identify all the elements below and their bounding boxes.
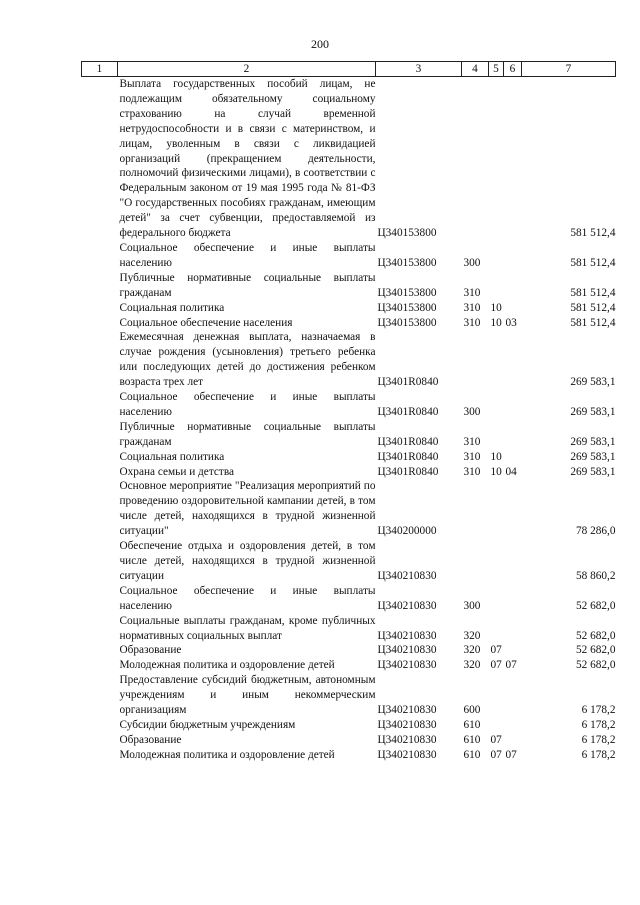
target-code: Ц340153800 bbox=[377, 286, 437, 299]
row-index-cell bbox=[82, 420, 118, 450]
section: 10 bbox=[490, 465, 502, 478]
subsection bbox=[504, 420, 522, 450]
target-code: Ц340210830 bbox=[377, 629, 437, 642]
target-code: Ц3401R0840 bbox=[377, 405, 439, 418]
amount: 581 512,4 bbox=[570, 301, 616, 314]
section bbox=[489, 390, 504, 420]
section: 10 bbox=[490, 450, 502, 463]
expense-type bbox=[462, 77, 489, 241]
budget-table bbox=[81, 61, 616, 763]
expense-type: 310 bbox=[463, 286, 481, 299]
amount: 78 286,0 bbox=[575, 525, 616, 538]
subsection bbox=[504, 77, 522, 241]
expense-type bbox=[462, 479, 489, 539]
section bbox=[489, 673, 504, 718]
subsection bbox=[504, 271, 522, 301]
expense-type: 610 bbox=[463, 718, 481, 731]
expense-type: 300 bbox=[463, 256, 481, 269]
section: 10 bbox=[490, 316, 502, 329]
subsection bbox=[504, 539, 522, 584]
amount: 269 583,1 bbox=[570, 376, 616, 389]
expense-type bbox=[462, 539, 489, 584]
target-code: Ц340153800 bbox=[377, 256, 437, 269]
row-index-cell bbox=[82, 450, 118, 465]
table-row bbox=[82, 465, 616, 480]
table-row bbox=[82, 584, 616, 614]
subsection bbox=[504, 241, 522, 271]
section bbox=[489, 77, 504, 241]
column-header: 3 bbox=[376, 62, 462, 77]
amount: 52 682,0 bbox=[575, 644, 616, 657]
expense-type: 310 bbox=[463, 316, 481, 329]
item-name: Публичные нормативные социальные выплаты гражданам bbox=[119, 271, 376, 299]
expense-type: 320 bbox=[463, 644, 481, 657]
table-row bbox=[82, 614, 616, 644]
section bbox=[489, 479, 504, 539]
section bbox=[489, 718, 504, 733]
expense-type: 320 bbox=[463, 659, 481, 672]
expense-type: 310 bbox=[463, 465, 481, 478]
subsection bbox=[504, 390, 522, 420]
item-name: Предоставление субсидий бюджетным, автономным учреждениям и иным некоммерческим организациям bbox=[119, 674, 376, 717]
amount: 269 583,1 bbox=[570, 465, 616, 478]
row-index-cell bbox=[82, 479, 118, 539]
expense-type: 310 bbox=[463, 301, 481, 314]
row-index-cell bbox=[82, 77, 118, 241]
expense-type: 300 bbox=[463, 599, 481, 612]
amount: 58 860,2 bbox=[575, 569, 616, 582]
target-code: Ц3401R0840 bbox=[377, 435, 439, 448]
column-header: 1 bbox=[82, 62, 118, 77]
expense-type: 300 bbox=[463, 405, 481, 418]
item-name: Молодежная политика и оздоровление детей bbox=[119, 659, 335, 672]
row-index-cell bbox=[82, 643, 118, 658]
subsection bbox=[504, 330, 522, 390]
target-code: Ц340153800 bbox=[377, 227, 437, 240]
subsection bbox=[504, 479, 522, 539]
section bbox=[489, 539, 504, 584]
section bbox=[489, 614, 504, 644]
row-index-cell bbox=[82, 330, 118, 390]
item-name: Социальная политика bbox=[119, 301, 225, 314]
amount: 581 512,4 bbox=[570, 286, 616, 299]
item-name: Социальное обеспечение населения bbox=[119, 316, 293, 329]
subsection bbox=[504, 614, 522, 644]
column-header: 2 bbox=[118, 62, 376, 77]
row-index-cell bbox=[82, 301, 118, 316]
section bbox=[489, 420, 504, 450]
table-row bbox=[82, 643, 616, 658]
item-name: Выплата государственных пособий лицам, не подлежащим обязательному социальному страхованию на случай временной нетрудоспособности и в связи с материнством, и лицам, уволенным в связи с ликвидацией организаций (прекращением деятельности, полномочий физическими лицами), в соответствии с Федеральным законом от 19 мая 1995 года № 81-ФЗ "О государственных пособиях гражданам, имеющим детей" за счет субвенции, предоставляемой из федерального бюджета bbox=[119, 78, 376, 240]
expense-type: 610 bbox=[463, 748, 481, 761]
item-name: Молодежная политика и оздоровление детей bbox=[119, 748, 335, 761]
item-name: Основное мероприятие "Реализация мероприятий по проведению оздоровительной кампании детей, в том числе детей, находящихся в трудной жизненной ситуации" bbox=[119, 480, 376, 538]
amount: 52 682,0 bbox=[575, 629, 616, 642]
section bbox=[489, 330, 504, 390]
subsection bbox=[504, 718, 522, 733]
section: 07 bbox=[490, 748, 502, 761]
section bbox=[489, 271, 504, 301]
row-index-cell bbox=[82, 584, 118, 614]
table-row bbox=[82, 241, 616, 271]
page-number: 200 bbox=[311, 37, 329, 51]
target-code: Ц340210830 bbox=[377, 569, 437, 582]
section: 07 bbox=[490, 733, 502, 746]
target-code: Ц340210830 bbox=[377, 644, 437, 657]
amount: 6 178,2 bbox=[581, 704, 616, 717]
item-name: Ежемесячная денежная выплата, назначаемая в случае рождения (усыновления) третьего ребенка или последующих детей до достижения ребенком возраста трех лет bbox=[119, 331, 376, 389]
column-header: 6 bbox=[504, 62, 522, 77]
table-row bbox=[82, 316, 616, 331]
table-row bbox=[82, 450, 616, 465]
subsection bbox=[504, 301, 522, 316]
item-name: Социальная политика bbox=[119, 450, 225, 463]
column-header: 5 bbox=[489, 62, 504, 77]
table-row bbox=[82, 390, 616, 420]
section: 07 bbox=[490, 644, 502, 657]
table-row bbox=[82, 77, 616, 241]
column-header: 7 bbox=[522, 62, 616, 77]
table-row bbox=[82, 748, 616, 763]
target-code: Ц340210830 bbox=[377, 733, 437, 746]
item-name: Субсидии бюджетным учреждениям bbox=[119, 718, 296, 731]
amount: 6 178,2 bbox=[581, 748, 616, 761]
amount: 269 583,1 bbox=[570, 435, 616, 448]
table-row bbox=[82, 271, 616, 301]
amount: 269 583,1 bbox=[570, 405, 616, 418]
row-index-cell bbox=[82, 718, 118, 733]
subsection bbox=[504, 733, 522, 748]
amount: 581 512,4 bbox=[570, 316, 616, 329]
item-name: Социальное обеспечение и иные выплаты населению bbox=[119, 391, 376, 418]
amount: 269 583,1 bbox=[570, 450, 616, 463]
table-row bbox=[82, 658, 616, 673]
target-code: Ц3401R0840 bbox=[377, 450, 439, 463]
row-index-cell bbox=[82, 733, 118, 748]
table-row bbox=[82, 420, 616, 450]
subsection bbox=[504, 673, 522, 718]
column-numbers-row bbox=[82, 62, 616, 77]
row-index-cell bbox=[82, 271, 118, 301]
target-code: Ц340153800 bbox=[377, 301, 437, 314]
subsection bbox=[504, 584, 522, 614]
target-code: Ц340210830 bbox=[377, 748, 437, 761]
expense-type: 610 bbox=[463, 733, 481, 746]
target-code: Ц3401R0840 bbox=[377, 465, 439, 478]
row-index-cell bbox=[82, 748, 118, 763]
target-code: Ц340210830 bbox=[377, 599, 437, 612]
section: 07 bbox=[490, 659, 502, 672]
row-index-cell bbox=[82, 390, 118, 420]
expense-type: 320 bbox=[463, 629, 481, 642]
section bbox=[489, 241, 504, 271]
column-header: 4 bbox=[462, 62, 489, 77]
row-index-cell bbox=[82, 465, 118, 480]
table-row bbox=[82, 539, 616, 584]
table-row bbox=[82, 733, 616, 748]
item-name: Образование bbox=[119, 733, 182, 746]
expense-type: 310 bbox=[463, 435, 481, 448]
amount: 581 512,4 bbox=[570, 256, 616, 269]
table-row bbox=[82, 330, 616, 390]
table-row bbox=[82, 301, 616, 316]
row-index-cell bbox=[82, 316, 118, 331]
target-code: Ц3401R0840 bbox=[377, 376, 439, 389]
row-index-cell bbox=[82, 539, 118, 584]
subsection: 04 bbox=[505, 465, 517, 478]
expense-type: 310 bbox=[463, 450, 481, 463]
row-index-cell bbox=[82, 673, 118, 718]
item-name: Обеспечение отдыха и оздоровления детей, в том числе детей, находящихся в трудной жизненной ситуации bbox=[119, 540, 376, 582]
table-row bbox=[82, 718, 616, 733]
target-code: Ц340153800 bbox=[377, 316, 437, 329]
expense-type: 600 bbox=[463, 704, 481, 717]
amount: 52 682,0 bbox=[575, 659, 616, 672]
amount: 6 178,2 bbox=[581, 733, 616, 746]
table-row bbox=[82, 479, 616, 539]
target-code: Ц340210830 bbox=[377, 718, 437, 731]
item-name: Образование bbox=[119, 644, 182, 657]
subsection bbox=[504, 643, 522, 658]
item-name: Охрана семьи и детства bbox=[119, 465, 235, 478]
section: 10 bbox=[490, 301, 502, 314]
row-index-cell bbox=[82, 241, 118, 271]
section bbox=[489, 584, 504, 614]
subsection: 07 bbox=[505, 748, 517, 761]
table-row bbox=[82, 673, 616, 718]
row-index-cell bbox=[82, 658, 118, 673]
item-name: Публичные нормативные социальные выплаты гражданам bbox=[119, 420, 376, 448]
subsection: 03 bbox=[505, 316, 517, 329]
item-name: Социальное обеспечение и иные выплаты населению bbox=[119, 241, 376, 269]
amount: 581 512,4 bbox=[570, 227, 616, 240]
expense-type bbox=[462, 330, 489, 390]
item-name: Социальные выплаты гражданам, кроме публичных нормативных социальных выплат bbox=[119, 614, 376, 642]
amount: 6 178,2 bbox=[581, 718, 616, 731]
target-code: Ц340210830 bbox=[377, 659, 437, 672]
target-code: Ц340200000 bbox=[377, 525, 437, 538]
item-name: Социальное обеспечение и иные выплаты населению bbox=[119, 584, 376, 612]
subsection: 07 bbox=[505, 659, 517, 672]
amount: 52 682,0 bbox=[575, 599, 616, 612]
row-index-cell bbox=[82, 614, 118, 644]
subsection bbox=[504, 450, 522, 465]
target-code: Ц340210830 bbox=[377, 704, 437, 717]
